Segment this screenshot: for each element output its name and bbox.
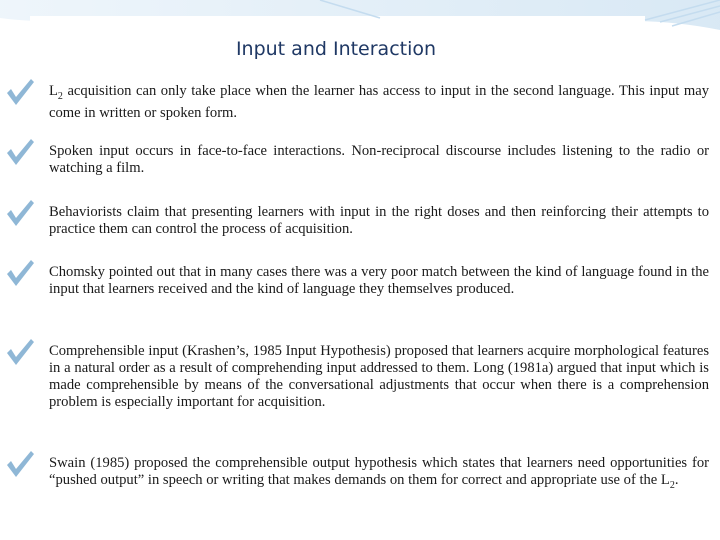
bullet-text: Behaviorists claim that presenting learners with input in the right doses and then reinforcing their attempts to practice them can control the process of acquisition. bbox=[49, 204, 709, 237]
bullet-text: Comprehensible input (Krashen’s, 1985 Input Hypothesis) proposed that learners acquire morphological features in a natural order as a result of comprehending input addressed to them. Long (1981a) argued that input which is made comprehensible by means of the conversational adjustments that occur when there is a comprehension problem is especially important for acquisition. bbox=[49, 343, 709, 410]
checkmark-icon bbox=[4, 198, 36, 228]
bullet-text: Chomsky pointed out that in many cases there was a very poor match between the kind of language found in the input that learners received and the kind of language they themselves produced. bbox=[49, 264, 709, 297]
bullet-text: $L_2$ acquisition can only take place when the learner has access to input in the second language. This input may come in written or spoken form. bbox=[49, 83, 709, 121]
checkmark-icon bbox=[4, 77, 36, 107]
checkmark-icon bbox=[4, 337, 36, 367]
bullet-text: Spoken input occurs in face-to-face interactions. Non-reciprocal discourse includes listening to the radio or watching a film. bbox=[49, 143, 709, 176]
checkmark-icon bbox=[4, 449, 36, 479]
bullet-text: Swain (1985) proposed the comprehensible output hypothesis which states that learners need opportunities for “pushed output” in speech or writing that makes demands on them for correct and appropriate use of the $L_2$. bbox=[49, 455, 709, 491]
checkmark-icon bbox=[4, 258, 36, 288]
slide-title: Input and Interaction bbox=[235, 38, 437, 60]
checkmark-icon bbox=[4, 137, 36, 167]
